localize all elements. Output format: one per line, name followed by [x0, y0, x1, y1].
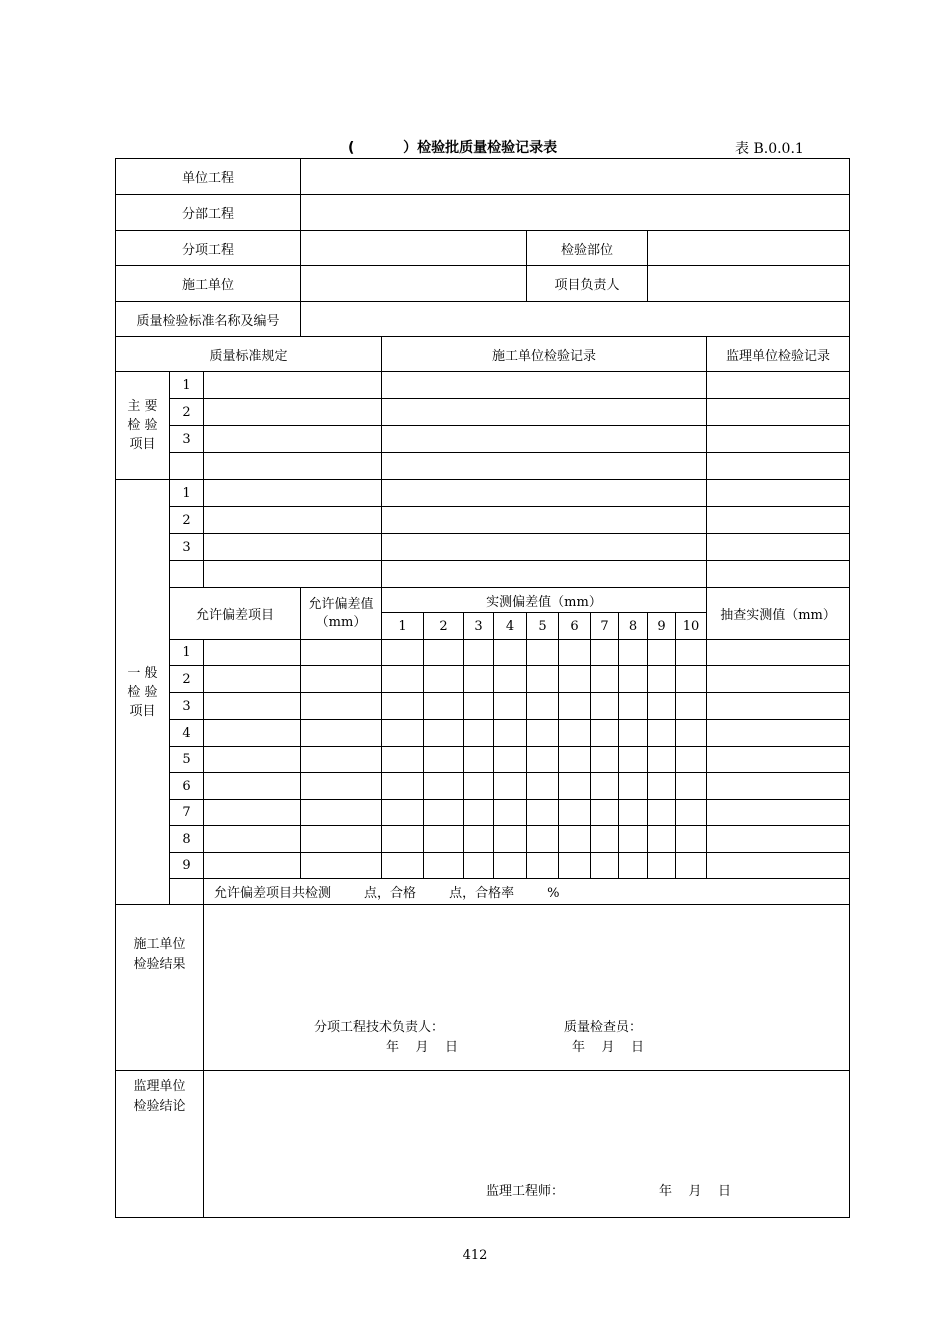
supervision-conclusion-area[interactable] — [204, 1071, 850, 1218]
measure-cell[interactable] — [591, 640, 619, 666]
measure-cell[interactable] — [464, 640, 494, 666]
measure-cell[interactable] — [424, 853, 464, 879]
measure-cell[interactable] — [619, 693, 648, 720]
measure-cell[interactable] — [494, 853, 527, 879]
main-construction-cell[interactable] — [382, 372, 707, 399]
sample-value-cell[interactable] — [707, 693, 850, 720]
main-supervision-cell[interactable] — [707, 426, 850, 453]
sample-value-cell[interactable] — [707, 640, 850, 666]
measure-cell[interactable] — [464, 773, 494, 800]
quality-standard-header: 质量标准规定 — [116, 337, 382, 372]
measure-cell[interactable] — [464, 826, 494, 853]
sample-value-header: 抽查实测值（mm） — [707, 588, 850, 640]
standard-name-label: 质量检验标准名称及编号 — [116, 302, 301, 337]
measure-cell[interactable] — [382, 720, 424, 747]
supervision-record-header: 监理单位检验记录 — [707, 337, 850, 372]
measure-cell[interactable] — [559, 640, 591, 666]
deviation-row-number: 8 — [170, 826, 204, 853]
main-row-number: 1 — [170, 372, 204, 399]
deviation-row-number: 4 — [170, 720, 204, 747]
measure-cell[interactable] — [464, 800, 494, 826]
unit-project-value[interactable] — [301, 159, 850, 195]
measure-cell[interactable] — [424, 693, 464, 720]
general-standard-cell[interactable] — [204, 534, 382, 561]
deviation-row-number: 7 — [170, 800, 204, 826]
deviation-item-cell[interactable] — [204, 773, 301, 800]
measure-cell[interactable] — [424, 666, 464, 693]
general-row-number: 2 — [170, 507, 204, 534]
measure-cell[interactable] — [464, 693, 494, 720]
measure-col-number: 1 — [382, 613, 424, 640]
measure-col-number: 4 — [494, 613, 527, 640]
sample-value-cell[interactable] — [707, 800, 850, 826]
subitem-project-value[interactable] — [301, 231, 527, 266]
deviation-value-cell[interactable] — [301, 693, 382, 720]
measure-cell[interactable] — [424, 640, 464, 666]
measure-cell[interactable] — [619, 720, 648, 747]
deviation-item-cell[interactable] — [204, 853, 301, 879]
measure-cell[interactable] — [464, 666, 494, 693]
main-standard-cell[interactable] — [204, 426, 382, 453]
measure-cell[interactable] — [527, 693, 559, 720]
construction-record-header: 施工单位检验记录 — [382, 337, 707, 372]
measure-cell[interactable] — [382, 826, 424, 853]
construction-result-label: 施工单位 检验结果 — [116, 905, 204, 1071]
summary-blank-cell — [170, 879, 204, 905]
general-row-number: 1 — [170, 480, 204, 507]
main-supervision-cell[interactable] — [707, 399, 850, 426]
measure-cell[interactable] — [619, 800, 648, 826]
main-supervision-cell[interactable] — [707, 372, 850, 399]
deviation-item-header: 允许偏差项目 — [170, 588, 301, 640]
measure-cell[interactable] — [648, 826, 676, 853]
construction-unit-value[interactable] — [301, 266, 527, 302]
deviation-item-cell[interactable] — [204, 640, 301, 666]
measure-cell[interactable] — [591, 773, 619, 800]
sample-value-cell[interactable] — [707, 826, 850, 853]
deviation-row-number: 1 — [170, 640, 204, 666]
measure-cell[interactable] — [494, 747, 527, 773]
construction-unit-label: 施工单位 — [116, 266, 301, 302]
measure-cell[interactable] — [494, 720, 527, 747]
general-items-label: 一 般 检 验 项目 — [116, 480, 170, 905]
measure-cell[interactable] — [619, 747, 648, 773]
measure-cell[interactable] — [676, 853, 707, 879]
measure-cell[interactable] — [559, 747, 591, 773]
deviation-value-cell[interactable] — [301, 853, 382, 879]
measure-cell[interactable] — [494, 773, 527, 800]
measure-cell[interactable] — [464, 853, 494, 879]
deviation-value-cell[interactable] — [301, 800, 382, 826]
measure-cell[interactable] — [676, 800, 707, 826]
measure-cell[interactable] — [619, 826, 648, 853]
general-construction-cell[interactable] — [382, 561, 707, 588]
deviation-summary: 允许偏差项目共检测 点，合格 点，合格率 % — [204, 879, 850, 905]
measure-cell[interactable] — [424, 720, 464, 747]
general-supervision-cell[interactable] — [707, 534, 850, 561]
measure-col-number: 9 — [648, 613, 676, 640]
deviation-row-number: 9 — [170, 853, 204, 879]
measure-cell[interactable] — [382, 693, 424, 720]
measure-cell[interactable] — [676, 773, 707, 800]
deviation-value-cell[interactable] — [301, 666, 382, 693]
standard-name-value[interactable] — [301, 302, 850, 337]
division-project-value[interactable] — [301, 195, 850, 231]
measure-cell[interactable] — [527, 747, 559, 773]
measure-cell[interactable] — [676, 640, 707, 666]
main-supervision-cell[interactable] — [707, 453, 850, 480]
deviation-value-cell[interactable] — [301, 773, 382, 800]
measure-cell[interactable] — [559, 800, 591, 826]
measured-deviation-header: 实测偏差值（mm） — [382, 588, 707, 613]
deviation-row-number: 3 — [170, 693, 204, 720]
division-project-label: 分部工程 — [116, 195, 301, 231]
engineer-label: 监理工程师： — [486, 1184, 565, 1199]
measure-col-number: 8 — [619, 613, 648, 640]
deviation-value-cell[interactable] — [301, 720, 382, 747]
supervision-conclusion-label: 监理单位 检验结论 — [116, 1071, 204, 1218]
deviation-item-cell[interactable] — [204, 720, 301, 747]
inspector-label: 质量检查员： — [564, 1020, 643, 1035]
measure-cell[interactable] — [382, 853, 424, 879]
general-standard-cell[interactable] — [204, 507, 382, 534]
main-standard-cell[interactable] — [204, 399, 382, 426]
subitem-project-label: 分项工程 — [116, 231, 301, 266]
measure-cell[interactable] — [619, 853, 648, 879]
measure-cell[interactable] — [676, 826, 707, 853]
measure-cell[interactable] — [494, 693, 527, 720]
deviation-row-number: 2 — [170, 666, 204, 693]
measure-cell[interactable] — [559, 826, 591, 853]
measure-cell[interactable] — [591, 826, 619, 853]
measure-cell[interactable] — [559, 720, 591, 747]
measure-cell[interactable] — [676, 666, 707, 693]
measure-cell[interactable] — [424, 773, 464, 800]
measure-cell[interactable] — [648, 773, 676, 800]
measure-cell[interactable] — [676, 720, 707, 747]
deviation-value-cell[interactable] — [301, 640, 382, 666]
measure-cell[interactable] — [494, 666, 527, 693]
general-row-number: 3 — [170, 534, 204, 561]
sample-value-cell[interactable] — [707, 747, 850, 773]
measure-cell[interactable] — [527, 666, 559, 693]
measure-cell[interactable] — [527, 853, 559, 879]
deviation-item-cell[interactable] — [204, 826, 301, 853]
measure-cell[interactable] — [648, 640, 676, 666]
inspection-location-label: 检验部位 — [527, 231, 648, 266]
main-row-number: 3 — [170, 426, 204, 453]
measure-cell[interactable] — [676, 747, 707, 773]
project-leader-value[interactable] — [648, 266, 850, 302]
measure-cell[interactable] — [527, 773, 559, 800]
sample-value-cell[interactable] — [707, 720, 850, 747]
general-standard-cell[interactable] — [204, 561, 382, 588]
measure-col-number: 3 — [464, 613, 494, 640]
inspector-date: 年 月 日 — [572, 1040, 645, 1055]
project-leader-label: 项目负责人 — [527, 266, 648, 302]
deviation-value-cell[interactable] — [301, 747, 382, 773]
measure-cell[interactable] — [527, 640, 559, 666]
general-supervision-cell[interactable] — [707, 480, 850, 507]
measure-cell[interactable] — [494, 826, 527, 853]
main-standard-cell[interactable] — [204, 372, 382, 399]
general-construction-cell[interactable] — [382, 534, 707, 561]
measure-cell[interactable] — [559, 693, 591, 720]
tech-leader-date: 年 月 日 — [386, 1040, 459, 1055]
measure-cell[interactable] — [648, 747, 676, 773]
deviation-value-header: 允许偏差值 （mm） — [301, 588, 382, 640]
measure-cell[interactable] — [676, 693, 707, 720]
general-row-number — [170, 561, 204, 588]
measure-col-number: 10 — [676, 613, 707, 640]
deviation-row-number: 5 — [170, 747, 204, 773]
tech-leader-label: 分项工程技术负责人： — [314, 1020, 445, 1035]
general-standard-cell[interactable] — [204, 480, 382, 507]
measure-cell[interactable] — [591, 666, 619, 693]
measure-cell[interactable] — [527, 826, 559, 853]
measure-cell[interactable] — [591, 747, 619, 773]
main-construction-cell[interactable] — [382, 426, 707, 453]
measure-cell[interactable] — [494, 640, 527, 666]
main-construction-cell[interactable] — [382, 453, 707, 480]
measure-cell[interactable] — [382, 747, 424, 773]
measure-cell[interactable] — [619, 773, 648, 800]
measure-cell[interactable] — [619, 640, 648, 666]
deviation-item-cell[interactable] — [204, 693, 301, 720]
sample-value-cell[interactable] — [707, 773, 850, 800]
inspection-location-value[interactable] — [648, 231, 850, 266]
measure-cell[interactable] — [591, 800, 619, 826]
measure-cell[interactable] — [382, 666, 424, 693]
deviation-value-cell[interactable] — [301, 826, 382, 853]
deviation-row-number: 6 — [170, 773, 204, 800]
measure-cell[interactable] — [424, 800, 464, 826]
general-supervision-cell[interactable] — [707, 507, 850, 534]
measure-col-number: 2 — [424, 613, 464, 640]
measure-cell[interactable] — [464, 720, 494, 747]
measure-cell[interactable] — [559, 773, 591, 800]
unit-project-label: 单位工程 — [116, 159, 301, 195]
deviation-item-cell[interactable] — [204, 747, 301, 773]
measure-col-number: 7 — [591, 613, 619, 640]
measure-cell[interactable] — [527, 800, 559, 826]
sample-value-cell[interactable] — [707, 666, 850, 693]
measure-cell[interactable] — [591, 693, 619, 720]
main-row-number — [170, 453, 204, 480]
measure-col-number: 5 — [527, 613, 559, 640]
sample-value-cell[interactable] — [707, 853, 850, 879]
measure-cell[interactable] — [591, 853, 619, 879]
measure-cell[interactable] — [559, 853, 591, 879]
measure-cell[interactable] — [382, 640, 424, 666]
general-supervision-cell[interactable] — [707, 561, 850, 588]
measure-cell[interactable] — [648, 666, 676, 693]
main-row-number: 2 — [170, 399, 204, 426]
measure-cell[interactable] — [382, 773, 424, 800]
general-construction-cell[interactable] — [382, 480, 707, 507]
deviation-item-cell[interactable] — [204, 666, 301, 693]
measure-cell[interactable] — [648, 800, 676, 826]
engineer-date: 年 月 日 — [659, 1184, 732, 1199]
main-standard-cell[interactable] — [204, 453, 382, 480]
measure-cell[interactable] — [591, 720, 619, 747]
measure-cell[interactable] — [382, 800, 424, 826]
measure-cell[interactable] — [619, 666, 648, 693]
deviation-item-cell[interactable] — [204, 800, 301, 826]
measure-cell[interactable] — [559, 666, 591, 693]
construction-result-area[interactable] — [204, 905, 850, 1071]
table-number: 表 B.0.0.1 — [735, 141, 804, 157]
measure-cell[interactable] — [494, 800, 527, 826]
measure-cell[interactable] — [464, 747, 494, 773]
measure-cell[interactable] — [648, 693, 676, 720]
measure-col-number: 6 — [559, 613, 591, 640]
page-number: 412 — [462, 1248, 488, 1263]
measure-cell[interactable] — [424, 747, 464, 773]
main-items-label: 主 要 检 验 项目 — [116, 372, 170, 480]
measure-cell[interactable] — [648, 853, 676, 879]
inspection-record-table — [115, 158, 850, 1218]
form-title: ( ）检验批质量检验记录表 — [348, 140, 558, 156]
main-construction-cell[interactable] — [382, 399, 707, 426]
measure-cell[interactable] — [424, 826, 464, 853]
measure-cell[interactable] — [648, 720, 676, 747]
general-construction-cell[interactable] — [382, 507, 707, 534]
measure-cell[interactable] — [527, 720, 559, 747]
